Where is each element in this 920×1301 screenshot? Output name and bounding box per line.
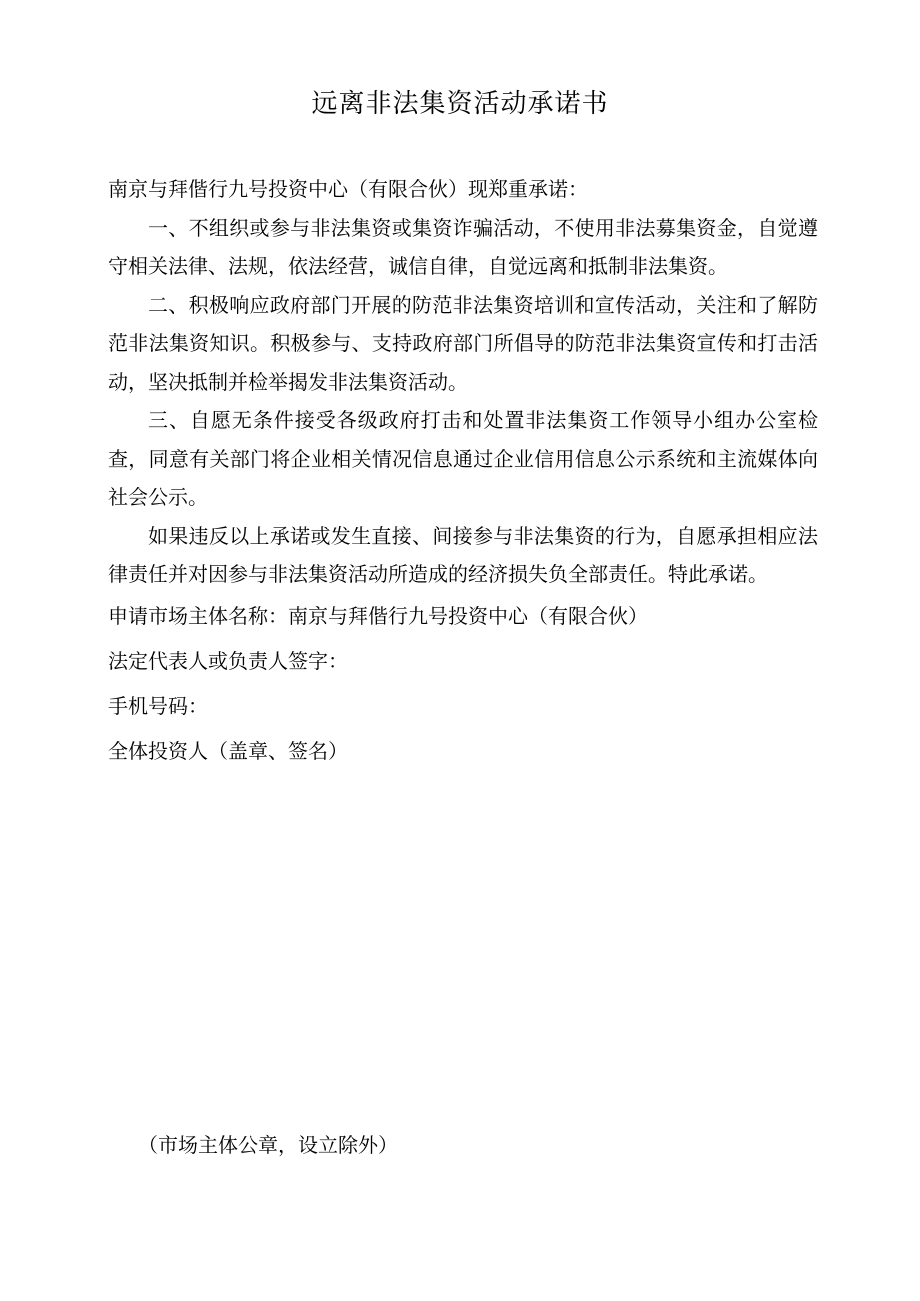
commitment-paragraph-2: 二、积极响应政府部门开展的防范非法集资培训和宣传活动，关注和了解防范非法集资知识。积极参与、支持政府部门所倡导的防范非法集资宣传和打击活动，坚决抵制并检举揭发非法集资活动。	[108, 292, 818, 394]
seal-footnote: （市场主体公章，设立除外）	[138, 1133, 398, 1157]
document-body	[108, 170, 818, 774]
closing-paragraph: 如果违反以上承诺或发生直接、间接参与非法集资的行为，自愿承担相应法律责任并对因参与非法集资活动所造成的经济损失负全部责任。特此承诺。	[108, 523, 818, 586]
legal-representative-signature-field: 法定代表人或负责人签字：	[108, 648, 348, 673]
applicant-name-field: 申请市场主体名称：南京与拜偕行九号投资中心（有限合伙）	[108, 603, 648, 628]
document-title: 远离非法集资活动承诺书	[311, 89, 609, 119]
investors-seal-field: 全体投资人（盖章、签名）	[108, 738, 348, 763]
phone-number-field: 手机号码：	[108, 693, 208, 718]
salutation: 南京与拜偕行九号投资中心（有限合伙）现郑重承诺：	[108, 177, 588, 201]
commitment-paragraph-1: 一、不组织或参与非法集资或集资诈骗活动，不使用非法募集资金，自觉遵守相关法律、法规，依法经营，诚信自律，自觉远离和抵制非法集资。	[108, 215, 818, 278]
commitment-paragraph-3: 三、自愿无条件接受各级政府打击和处置非法集资工作领导小组办公室检查，同意有关部门将企业相关情况信息通过企业信用信息公示系统和主流媒体向社会公示。	[108, 408, 818, 509]
